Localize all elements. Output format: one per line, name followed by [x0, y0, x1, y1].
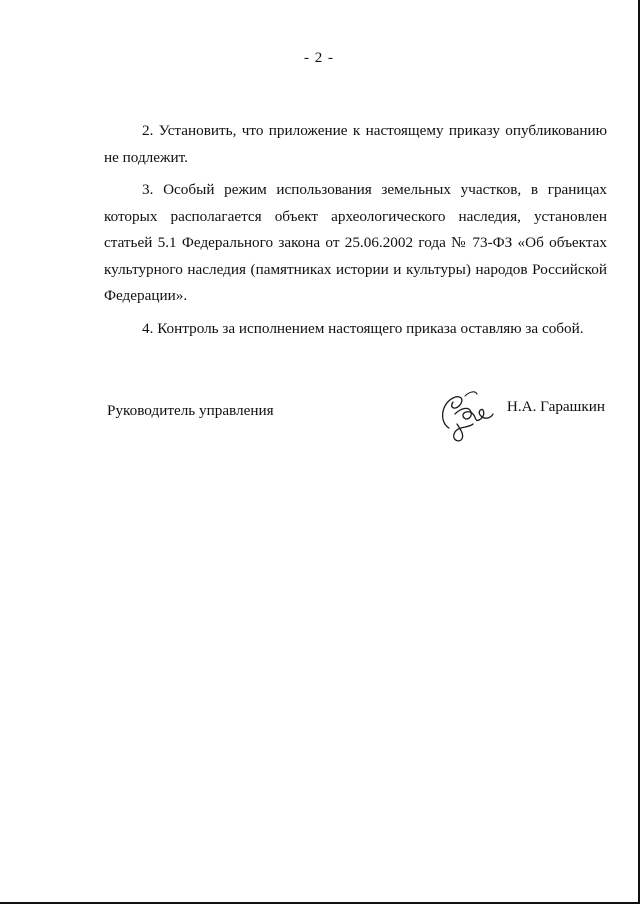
paragraph-4: 4. Контроль за исполнением настоящего приказа оставляю за собой. — [142, 319, 584, 337]
page-number: - 2 - — [304, 50, 334, 66]
paragraph-2: 2. Установить, что приложение к настоящему приказу опубликованию не подлежит. — [104, 122, 607, 166]
paragraph-3: 3. Особый режим использования земельных участков, в границах которых располагается объект археологического наследия, установлен статьей 5.1 Федерального закона от 25.06.2002 года № 73-ФЗ «Об объектах культурного наследия (памятниках истории и культуры) народов Российской Федерации». — [104, 181, 607, 304]
document-body — [104, 118, 607, 348]
signer-title: Руководитель управления — [107, 402, 274, 419]
handwritten-signature-icon — [435, 388, 497, 444]
signature-block — [107, 398, 607, 448]
signer-name: Н.А. Гарашкин — [506, 398, 605, 415]
